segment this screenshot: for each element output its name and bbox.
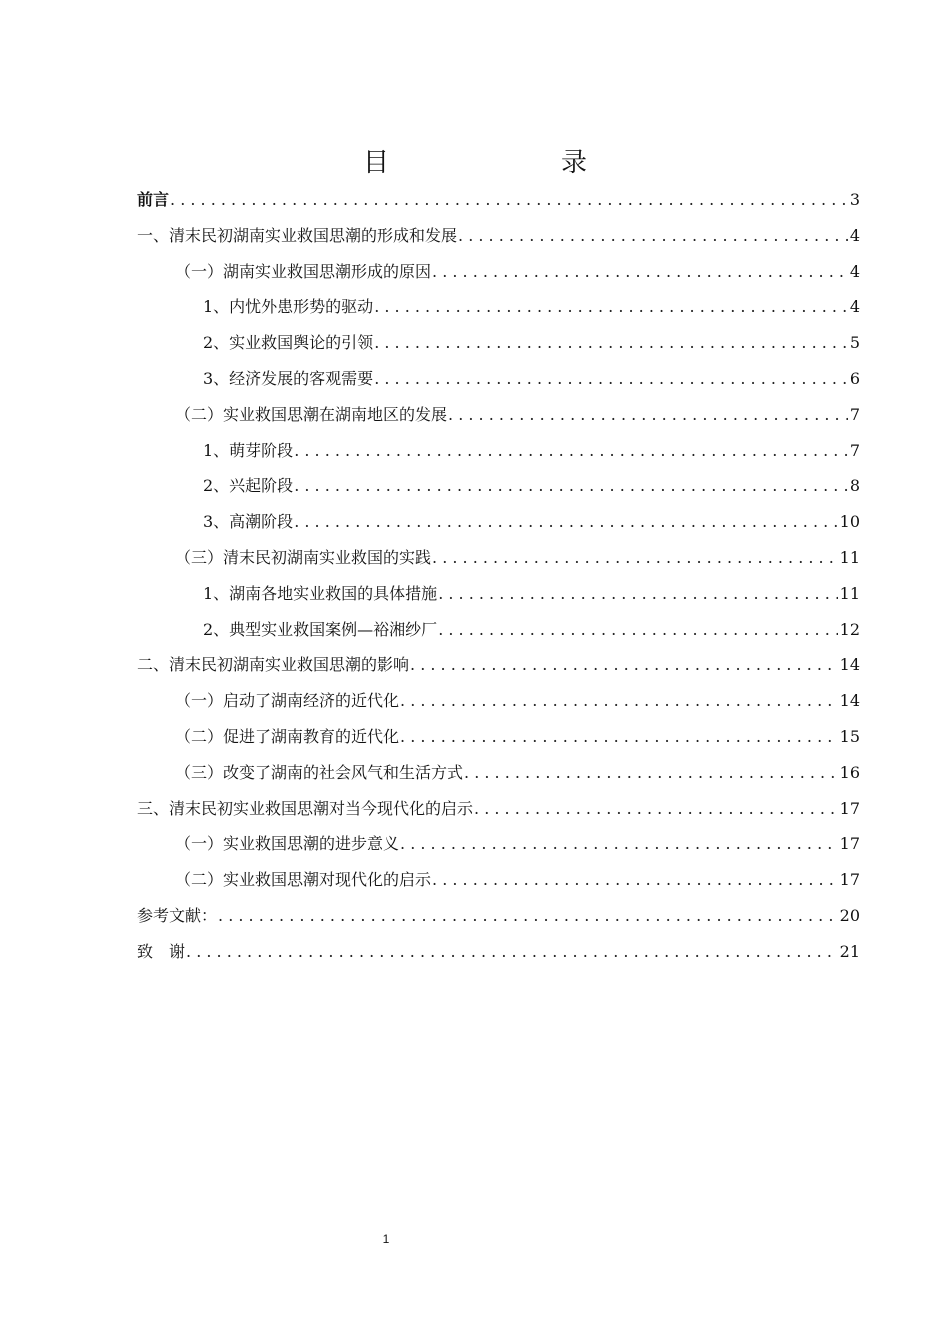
toc-entry[interactable] xyxy=(137,540,860,576)
toc-entry-label: （三）改变了湖南的社会风气和生活方式 xyxy=(175,762,464,782)
toc-entry-page: 7 xyxy=(849,440,860,460)
toc-dot-leader xyxy=(410,647,838,683)
toc-dot-leader xyxy=(432,862,838,898)
toc-dot-leader xyxy=(374,289,848,325)
toc-entry[interactable] xyxy=(137,468,860,504)
toc-dot-leader xyxy=(294,433,848,469)
toc-entry[interactable] xyxy=(137,182,860,218)
toc-entry-page: 5 xyxy=(849,333,860,353)
toc-entry-label: 2、典型实业救国案例—裕湘纱厂 xyxy=(203,619,438,639)
toc-entry[interactable] xyxy=(137,934,860,970)
toc-entry-page: 12 xyxy=(839,619,860,639)
toc-entry[interactable] xyxy=(137,862,860,898)
table-of-contents xyxy=(137,182,860,970)
toc-entry-page: 4 xyxy=(849,225,860,245)
toc-entry[interactable] xyxy=(137,576,860,612)
toc-entry-label: 1、湖南各地实业救国的具体措施 xyxy=(203,583,438,603)
toc-dot-leader xyxy=(374,325,848,361)
toc-entry[interactable] xyxy=(137,325,860,361)
toc-entry-page: 3 xyxy=(849,190,860,209)
toc-entry-label: 1、内忧外患形势的驱动 xyxy=(203,297,374,317)
toc-entry[interactable] xyxy=(137,397,860,433)
toc-dot-leader xyxy=(464,755,838,791)
toc-entry-label: 2、兴起阶段 xyxy=(203,476,294,496)
toc-dot-leader xyxy=(374,361,848,397)
toc-dot-leader xyxy=(438,576,837,612)
toc-entry-page: 17 xyxy=(839,870,860,890)
toc-dot-leader xyxy=(400,826,838,862)
toc-entry-page: 16 xyxy=(839,762,860,782)
toc-entry-label: （一）实业救国思潮的进步意义 xyxy=(175,834,400,854)
toc-entry-label: （二）促进了湖南教育的近代化 xyxy=(175,726,400,746)
toc-dot-leader xyxy=(432,254,848,290)
toc-entry-label: 3、经济发展的客观需要 xyxy=(203,368,374,388)
toc-entry-label: （一）启动了湖南经济的近代化 xyxy=(175,691,400,711)
toc-entry-label: 参考文献： xyxy=(137,905,218,925)
toc-dot-leader xyxy=(400,719,838,755)
toc-dot-leader xyxy=(170,182,848,218)
toc-entry-label: （一）湖南实业救国思潮形成的原因 xyxy=(175,261,432,281)
toc-entry-page: 14 xyxy=(839,691,860,711)
toc-entry[interactable] xyxy=(137,755,860,791)
toc-dot-leader xyxy=(438,612,837,648)
toc-entry-label: 3、高潮阶段 xyxy=(203,512,294,532)
page-number: 1 xyxy=(382,1232,390,1246)
toc-entry-label: （三）清末民初湖南实业救国的实践 xyxy=(175,547,432,567)
toc-entry-page: 14 xyxy=(839,655,860,675)
toc-entry-label: （二）实业救国思潮对现代化的启示 xyxy=(175,870,432,890)
toc-entry-page: 11 xyxy=(839,547,860,567)
toc-entry[interactable] xyxy=(137,254,860,290)
toc-dot-leader xyxy=(474,791,838,827)
toc-entry[interactable] xyxy=(137,504,860,540)
toc-entry[interactable] xyxy=(137,826,860,862)
toc-entry-page: 15 xyxy=(839,726,860,746)
toc-entry-page: 10 xyxy=(839,512,860,532)
toc-entry[interactable] xyxy=(137,218,860,254)
toc-entry-page: 4 xyxy=(849,297,860,317)
toc-entry-page: 4 xyxy=(849,261,860,281)
toc-entry-label: 前言 xyxy=(137,190,170,209)
toc-entry[interactable] xyxy=(137,433,860,469)
toc-entry[interactable] xyxy=(137,289,860,325)
toc-entry-label: 1、萌芽阶段 xyxy=(203,440,294,460)
toc-entry[interactable] xyxy=(137,898,860,934)
toc-dot-leader xyxy=(218,898,838,934)
toc-entry[interactable] xyxy=(137,647,860,683)
toc-entry-label: （二）实业救国思潮在湖南地区的发展 xyxy=(175,404,448,424)
toc-entry[interactable] xyxy=(137,719,860,755)
toc-entry-label: 一、清末民初湖南实业救国思潮的形成和发展 xyxy=(137,225,458,245)
toc-entry[interactable] xyxy=(137,612,860,648)
toc-entry-label: 2、实业救国舆论的引领 xyxy=(203,333,374,353)
toc-entry-label: 二、清末民初湖南实业救国思潮的影响 xyxy=(137,655,410,675)
toc-entry-page: 20 xyxy=(839,905,860,925)
toc-dot-leader xyxy=(294,504,837,540)
toc-entry[interactable] xyxy=(137,791,860,827)
toc-dot-leader xyxy=(458,218,848,254)
toc-entry-page: 17 xyxy=(839,834,860,854)
toc-entry-page: 6 xyxy=(849,368,860,388)
toc-entry-page: 7 xyxy=(849,404,860,424)
toc-entry[interactable] xyxy=(137,361,860,397)
toc-entry-page: 21 xyxy=(839,941,860,961)
toc-title: 目 录 xyxy=(362,148,627,178)
toc-dot-leader xyxy=(448,397,848,433)
toc-dot-leader xyxy=(400,683,838,719)
toc-dot-leader xyxy=(432,540,838,576)
toc-dot-leader xyxy=(186,934,838,970)
toc-entry-label: 三、清末民初实业救国思潮对当今现代化的启示 xyxy=(137,798,474,818)
toc-entry[interactable] xyxy=(137,683,860,719)
toc-entry-page: 11 xyxy=(839,583,860,603)
toc-entry-label: 致 谢 xyxy=(137,941,186,961)
toc-entry-page: 17 xyxy=(839,798,860,818)
toc-entry-page: 8 xyxy=(849,476,860,496)
toc-dot-leader xyxy=(294,468,848,504)
